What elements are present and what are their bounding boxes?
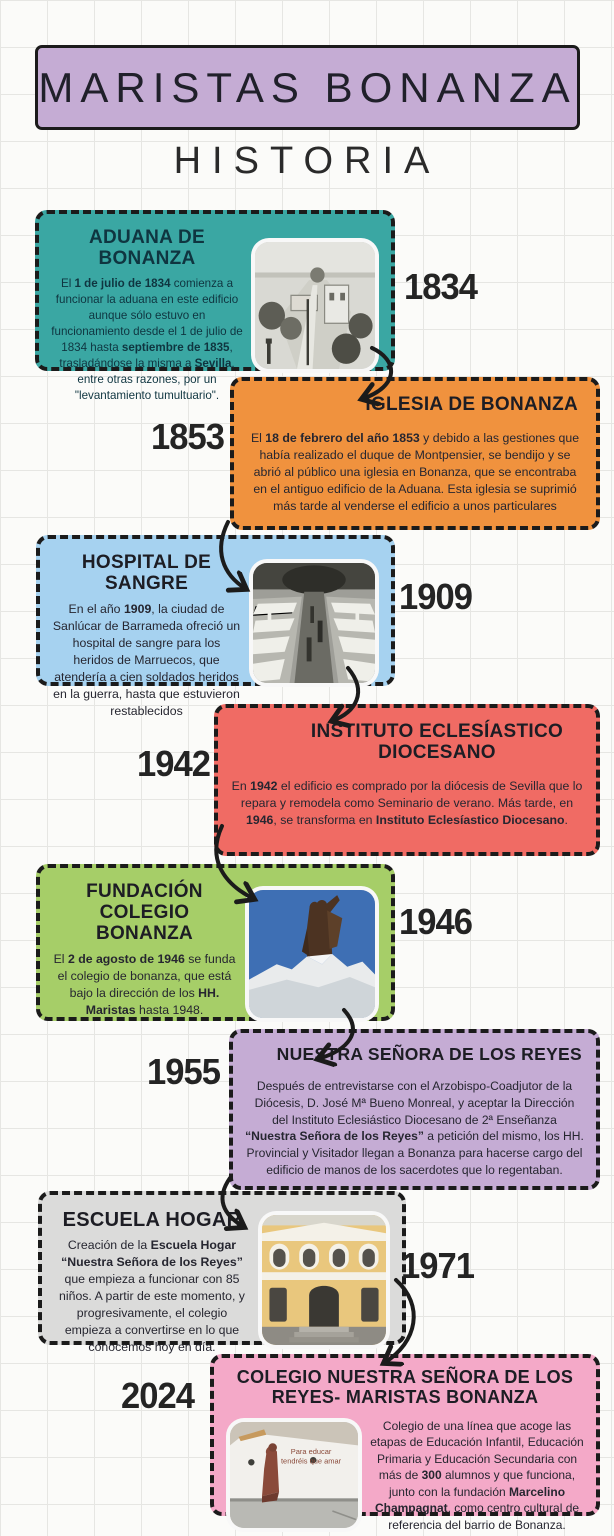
mural-photo-illustration xyxy=(230,1422,358,1528)
main-title-box xyxy=(35,45,580,130)
timeline-card-nuestra-senora xyxy=(229,1029,600,1190)
year-label-1834: 1834 xyxy=(404,266,478,307)
mural-text-line1: Para educar xyxy=(290,1446,332,1456)
year-label-1955: 1955 xyxy=(147,1051,221,1092)
card-body: En 1942 el edificio es comprado por la diócesis de Sevilla que lo repara y remodela como Seminario de verano. Más tarde, en 1946, se transforma en Instituto Eclesíastico Diocesano. xyxy=(231,778,583,827)
timeline-card-fundacion xyxy=(36,864,395,1021)
page-subtitle: HISTORIA xyxy=(173,140,441,182)
card-text-column xyxy=(52,880,237,1017)
card-body: Colegio de una línea que acoge las etapas de Educación Infantil, Educación Primaria y Educación Secundaria con más de 300 alumnos y que funciona, junto con la fundación Marcelino Champagnat, como centro cultural de referencia del barrio de Bonanza. xyxy=(370,1418,584,1532)
card-title: ESCUELA HOGAR xyxy=(62,1209,242,1231)
aduana-historic-photo xyxy=(251,238,379,373)
timeline-card-hospital xyxy=(36,535,395,718)
card-content-row xyxy=(226,1418,584,1534)
page-title: MARISTAS BONANZA xyxy=(38,63,577,111)
timeline-card-instituto xyxy=(214,704,600,856)
school-facade-illustration xyxy=(262,1215,386,1345)
card-body: Después de entrevistarse con el Arzobispo-Coadjutor de la Diócesis, D. José Mª Bueno Monreal, y aceptar la Dirección del Instituto Eclesiástico Diocesano de 2ª Enseñanza “Nuestra Señora de los Reyes” a petición del mismo, los HH. Provincial y Visitador llegan a Bonanza para hacerse cargo del edificio de manos de los sacerdotes que lo regentaban. xyxy=(245,1079,584,1177)
timeline-card-iglesia xyxy=(230,377,600,530)
card-text-column xyxy=(52,551,241,718)
hospital-photo-illustration xyxy=(253,563,375,683)
timeline-card-aduana xyxy=(35,210,395,402)
year-label-1946: 1946 xyxy=(399,901,473,942)
card-title: COLEGIO NUESTRA SEÑORA DE LOS REYES- MARISTAS BONANZA xyxy=(236,1367,574,1407)
card-title: FUNDACIÓN COLEGIO BONANZA xyxy=(86,881,203,944)
statue-photo-illustration xyxy=(249,890,375,1018)
mural-photo xyxy=(226,1418,362,1532)
card-body: En el año 1909, la ciudad de Sanlúcar de Barrameda ofreció un hospital de sangre para los heridos de Marruecos, que atendería a cien soldados heridos en la guerra, hasta que estuvieron restablecidos xyxy=(52,601,241,718)
timeline-card-escuela-hogar xyxy=(38,1191,406,1354)
card-body: El 18 de febrero del año 1853 y debido a las gestiones que había realizado el duque de Montpensier, se bendijo y se abrió al público una iglesia en Bonanza, que se encontraba en el antiguo edificio de la Aduana. Esta iglesia se suprimió más tarde al venderse el edificio a unos particulares xyxy=(250,430,580,513)
aduana-photo-illustration xyxy=(255,242,375,369)
hospital-historic-photo xyxy=(249,559,379,687)
card-body: El 2 de agosto de 1946 se funda el colegio de bonanza, que está bajo la dirección de los HH. Maristas hasta 1948. xyxy=(53,951,236,1017)
school-facade-photo xyxy=(258,1211,390,1349)
mural-text-line2: tendréis que amar xyxy=(280,1455,342,1465)
year-label-1853: 1853 xyxy=(151,416,225,457)
timeline-card-colegio xyxy=(210,1354,600,1532)
card-body: El 1 de julio de 1834 comienza a funcionar la aduana en este edificio aunque sólo estuvo en funcionamiento desde el 1 de julio de 1834 hasta septiembre de 1835, trasladándose la misma a Sevilla, entre otras razones, por un "levantamiento tumultuario". xyxy=(51,276,243,402)
card-title: IGLESIA DE BONANZA xyxy=(365,394,578,415)
year-label-1971: 1971 xyxy=(401,1245,475,1286)
card-title: NUESTRA SEÑORA DE LOS REYES xyxy=(276,1044,582,1064)
card-title: HOSPITAL DE SANGRE xyxy=(81,552,212,594)
card-body: Creación de la Escuela Hogar “Nuestra Señora de los Reyes” que empieza a funcionar con 85 niños. A partir de este momento, y progresivamente, el colegio empieza a convertirse en lo que conocemos hoy en día. xyxy=(59,1238,245,1354)
card-text-column xyxy=(51,226,243,402)
card-title: ADUANA DE BONANZA xyxy=(89,227,205,269)
statue-photo xyxy=(245,886,379,1022)
year-label-1942: 1942 xyxy=(137,743,211,784)
card-title: INSTITUTO ECLESÍASTICO DIOCESANO xyxy=(310,721,564,763)
card-text-column xyxy=(54,1207,250,1354)
year-label-2024: 2024 xyxy=(121,1375,195,1416)
year-label-1909: 1909 xyxy=(399,576,473,617)
